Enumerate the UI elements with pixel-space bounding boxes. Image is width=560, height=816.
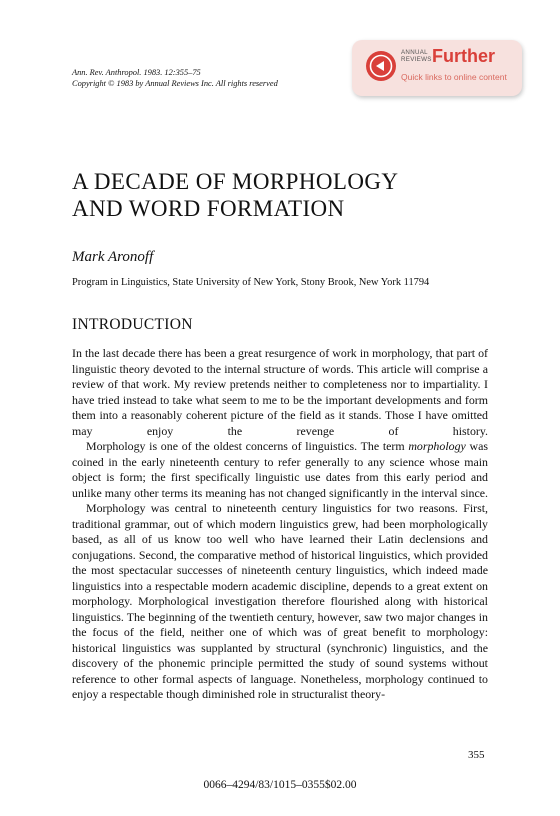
body-text — [72, 346, 488, 703]
paragraph: Morphology is one of the oldest concerns of linguistics. The term morphology was coined in the early nineteenth century to refer generally to any science whose main object is form; the first specifically linguistic use dates from this early period and unlike many other terms its meaning has not changed significantly in the interval since. — [72, 439, 489, 500]
document-code: 0066–4294/83/1015–0355$02.00 — [203, 779, 357, 791]
italic-term: morphology — [408, 439, 466, 453]
further-wordmark: Further — [432, 46, 495, 66]
title-line-1: A DECADE OF MORPHOLOGY — [72, 169, 399, 194]
author-name: Mark Aronoff — [72, 249, 154, 265]
copyright-notice: Copyright © 1983 by Annual Reviews Inc. All rights reserved — [72, 78, 278, 88]
annual-reviews-wordmark: ANNUAL REVIEWS — [401, 49, 432, 63]
journal-citation: Ann. Rev. Anthropol. 1983. 12:355–75 — [72, 68, 201, 77]
title-line-2: AND WORD FORMATION — [72, 196, 345, 221]
journal-citation-block — [72, 68, 278, 89]
further-online-badge[interactable] — [352, 40, 522, 96]
paragraph: Morphology was central to nineteenth century linguistics for two reasons. First, traditional grammar, out of which modern linguistics grew, had been morphologically based, as all of us know too well who have learned their Latin declensions and conjugations. Second, the comparative method of historical linguistics, which provided the most spectacular successes of nineteenth century linguistics, which indeed made linguistics into a respectable modern academic discipline, depends to a great extent on morphology. Morphological investigation therefore flourished along with historical linguistics. The beginning of the twentieth century, however, saw two major changes in the focus of the field, neither one of which was of great benefit to morphology: historical linguistics was supplanted by structural (synchronic) linguistics, and the discovery of the phonemic principle permitted the study of sound systems without reference to other formal aspects of language. Nonetheless, morphology continued to enjoy a respectable though diminished role in structuralist theory- — [72, 501, 488, 701]
author-affiliation: Program in Linguistics, State University of New York, Stony Brook, New York 11794 — [72, 277, 430, 288]
badge-tagline: Quick links to online content — [401, 72, 507, 82]
page-number: 355 — [468, 749, 485, 761]
paragraph: In the last decade there has been a great resurgence of work in morphology, that part of linguistic theory devoted to the internal structure of words. This article will comprise a review of that work. My review pretends neither to completeness nor to impartiality. I have tried instead to take what seem to me to be the important developments and form them into a reasonably coherent picture of the field as it stands. Those I have omitted may enjoy the revenge of history. — [72, 346, 488, 438]
arrow-left-icon — [366, 51, 396, 81]
article-title — [72, 168, 398, 222]
section-heading: INTRODUCTION — [72, 316, 193, 333]
